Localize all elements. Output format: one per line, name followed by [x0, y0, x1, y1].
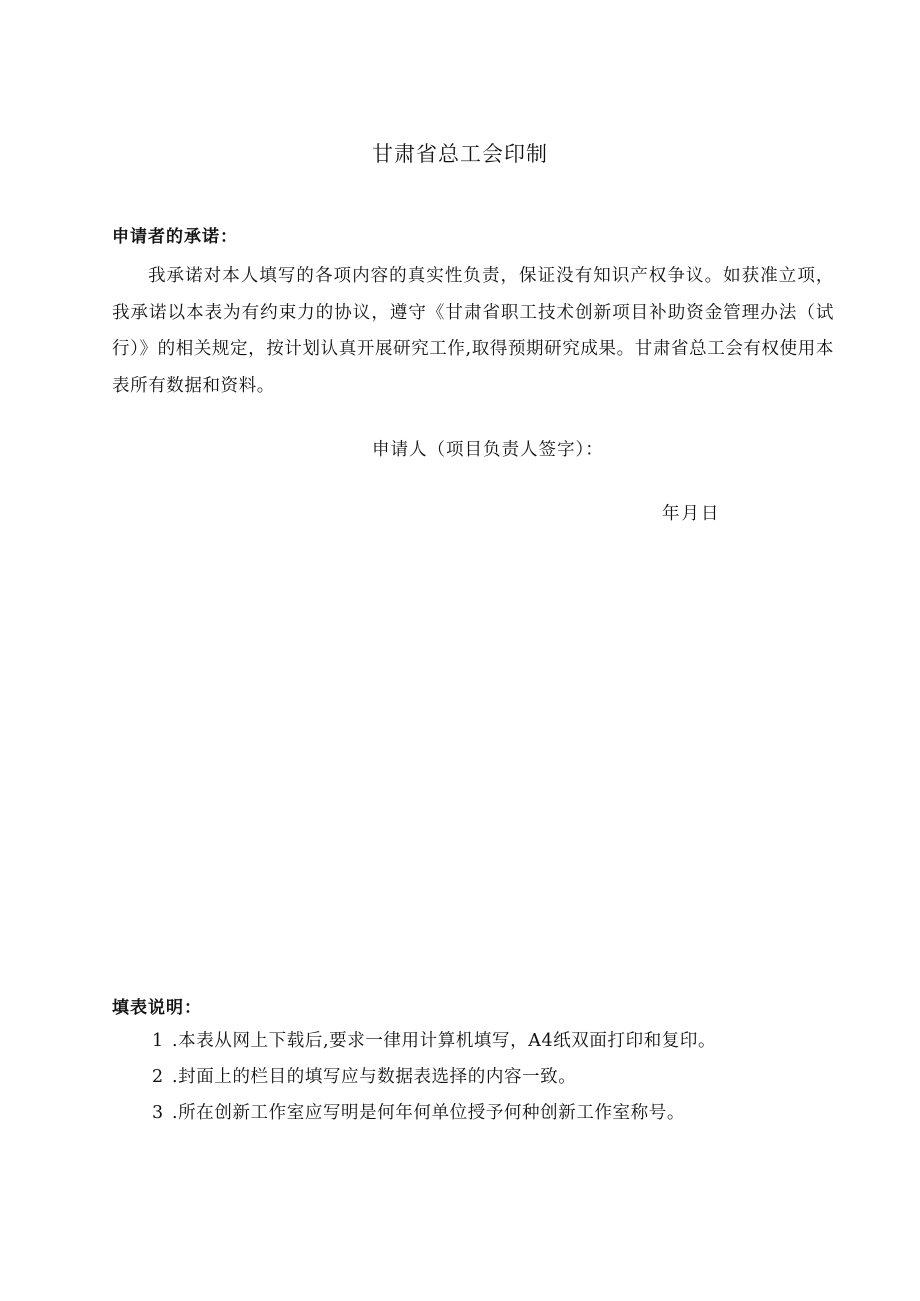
- instruction-item: [152, 1023, 716, 1059]
- instruction-text: .封面上的栏目的填写应与数据表选择的内容一致。: [172, 1067, 577, 1087]
- instructions-heading: 填表说明：: [112, 998, 202, 1018]
- instruction-number: 3: [152, 1103, 164, 1123]
- instruction-number: 2: [152, 1067, 164, 1087]
- pledge-body: 我承诺对本人填写的各项内容的真实性负责，保证没有知识产权争议。如获准立项，我承诺以本表为有约束力的协议，遵守《甘肃省职工技术创新项目补助资金管理办法（试行）》的相关规定，按计划认真开展研究工作,取得预期研究成果。甘肃省总工会有权使用本表所有数据和资料。: [112, 266, 834, 396]
- instruction-number: 1: [152, 1031, 164, 1051]
- pledge-heading: 申请者的承诺：: [112, 227, 238, 247]
- date-label: 年月日: [662, 504, 721, 524]
- instruction-item: [152, 1095, 716, 1131]
- instruction-text: .本表从网上下载后,要求一律用计算机填写，A4纸双面打印和复印。: [172, 1031, 717, 1051]
- instruction-text: .所在创新工作室应写明是何年何单位授予何种创新工作室称号。: [172, 1103, 685, 1123]
- applicant-signature-label: 申请人（项目负责人签字）：: [372, 440, 604, 460]
- instructions-list: [152, 1023, 716, 1131]
- instruction-item: [152, 1059, 716, 1095]
- issuer-line: 甘肃省总工会印制: [372, 142, 548, 166]
